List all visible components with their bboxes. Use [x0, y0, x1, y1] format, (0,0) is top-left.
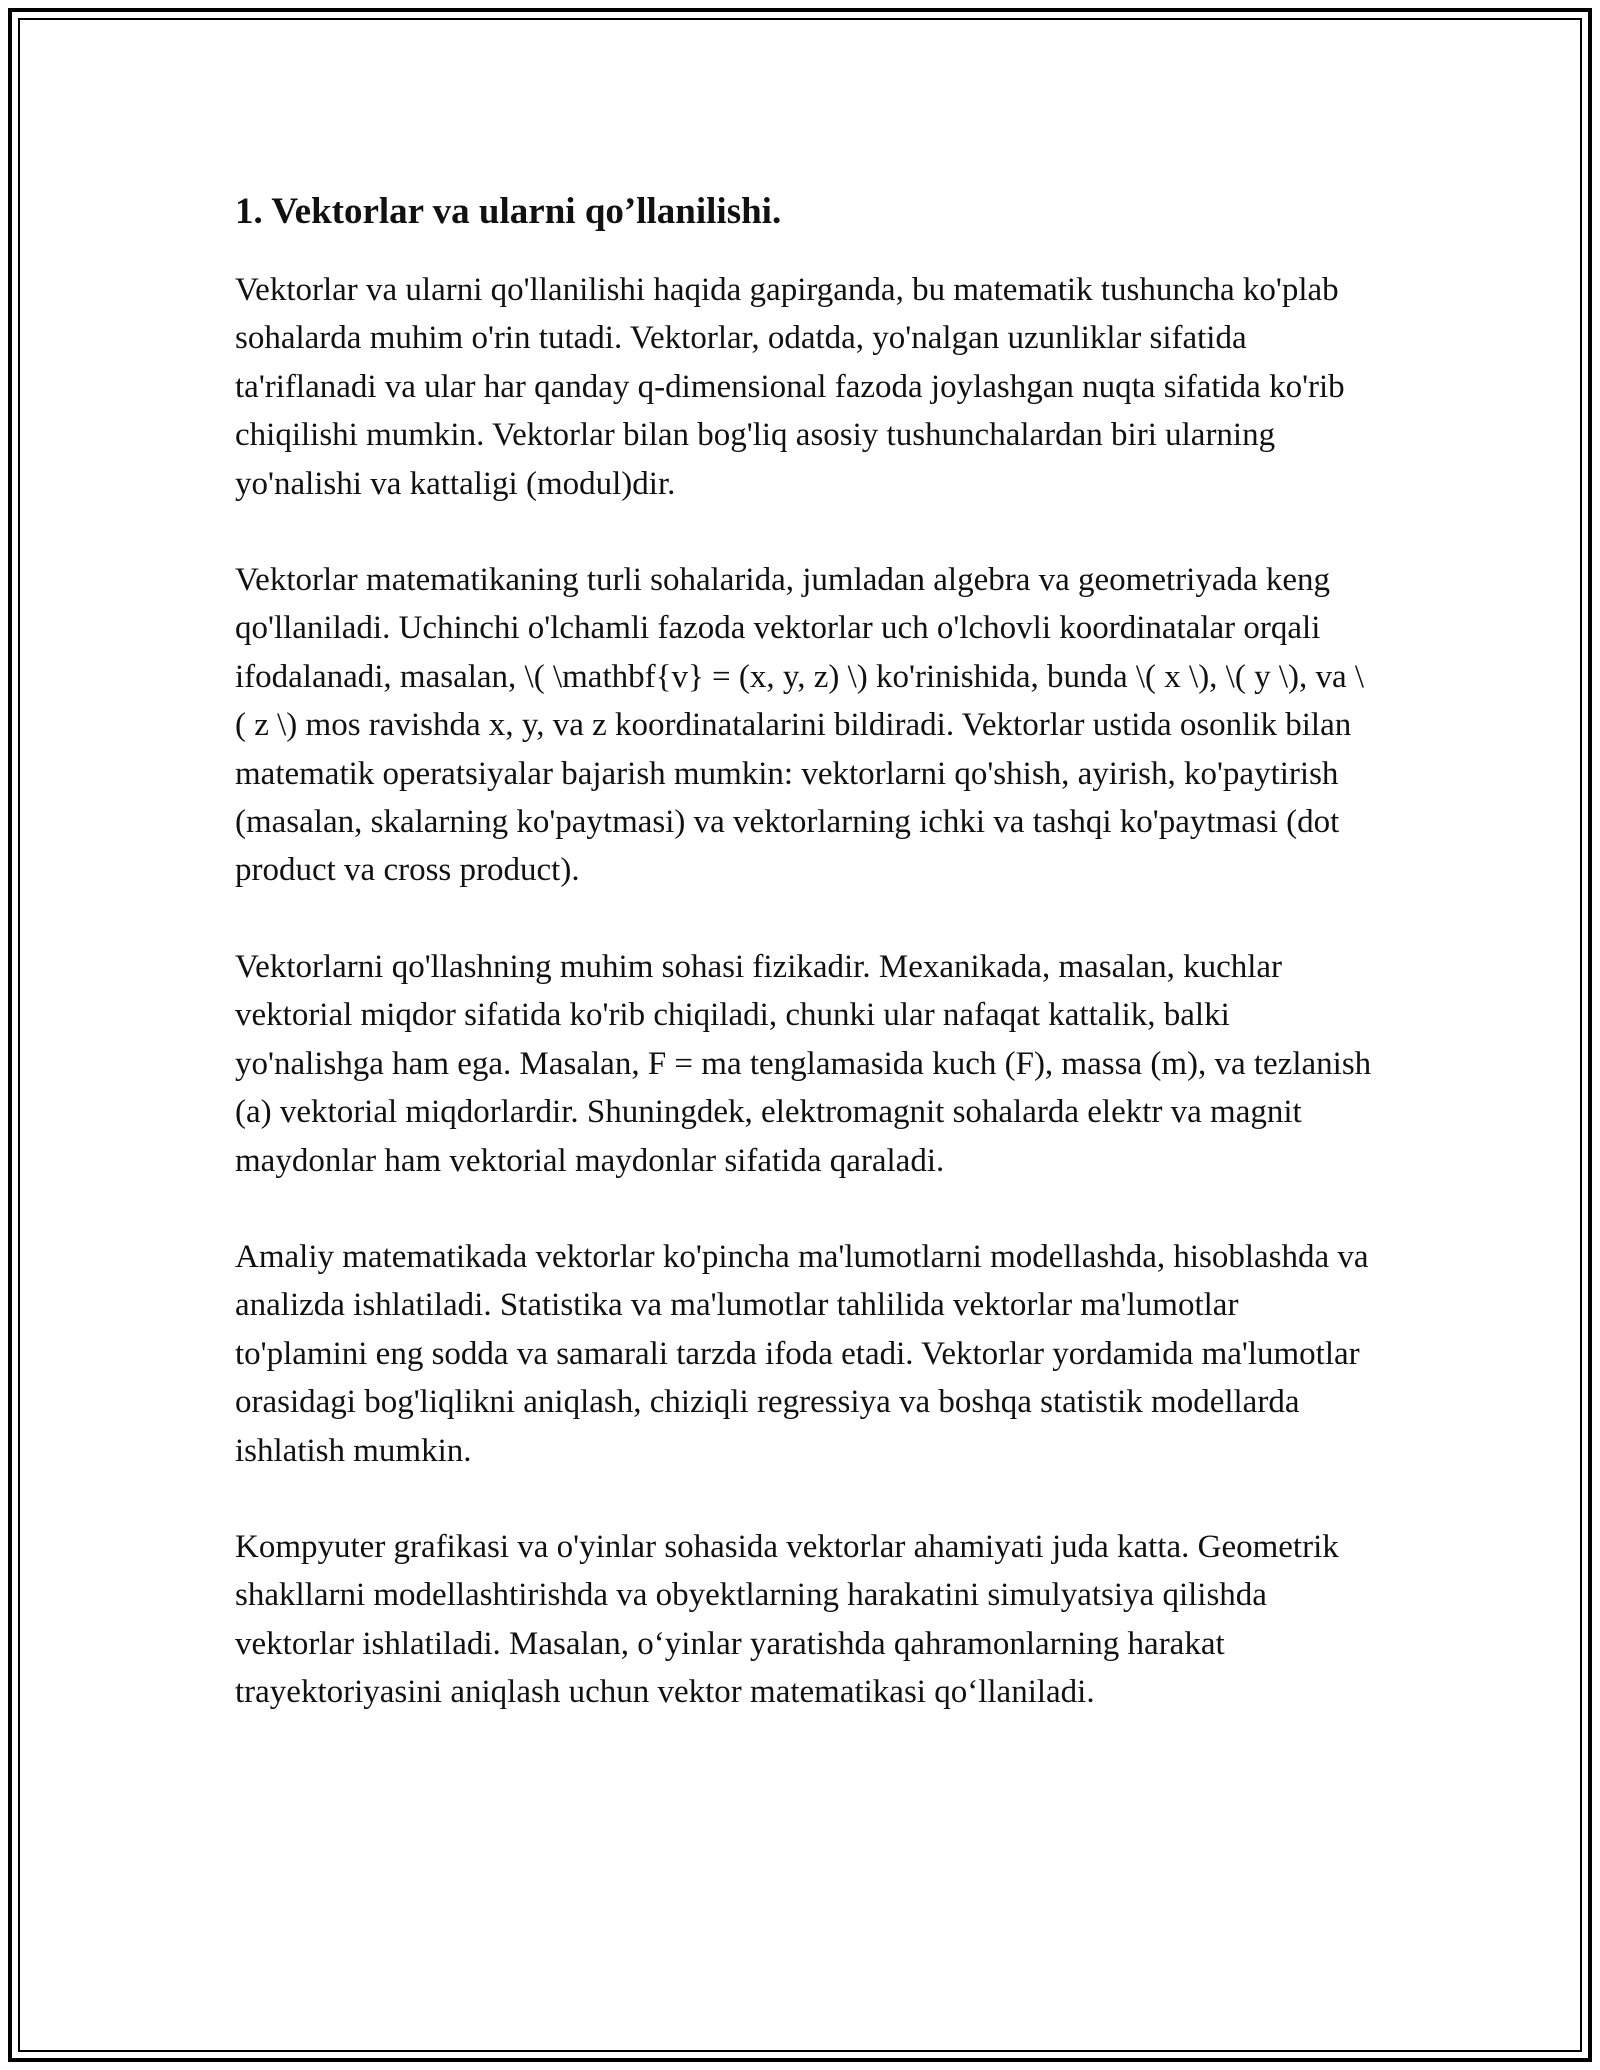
paragraph-physics: Vektorlarni qo'llashning muhim sohasi fizikadir. Mexanikada, masalan, kuchlar vektorial miqdor sifatida ko'rib chiqiladi, chunki ular nafaqat kattalik, balki yo'nalishga ham ega. Masalan, F = ma tenglamasida kuch (F), massa (m), va tezlanish (a) vektorial miqdorlardir. Shuningdek, elektromagnit sohalarda elektr va magnit maydonlar ham vektorial maydonlar sifatida qaraladi. [235, 948, 1372, 1179]
paragraph-applied-math: Amaliy matematikada vektorlar ko'pincha ma'lumotlarni modellashda, hisoblashda va analizda ishlatiladi. Statistika va ma'lumotlar tahlilida vektorlar ma'lumotlar to'plamini eng sodda va samarali tarzda ifoda etadi. Vektorlar yordamida ma'lumotlar orasidagi bog'liqlikni aniqlash, chiziqli regressiya va boshqa statistik modellarda ishlatish mumkin. [235, 1238, 1369, 1469]
paragraph-algebra-geometry: Vektorlar matematikaning turli sohalarida, jumladan algebra va geometriyada keng qo'llaniladi. Uchinchi o'lchamli fazoda vektorlar uch o'lchovli koordinatalar orqali ifodalanadi, masalan, \( \mathbf{v} = (x, y, z) \) ko'rinishida, bunda \( x \), \( y \), va \( z \) mos ravishda x, y, va z koordinatalarini bildiradi. Vektorlar ustida osonlik bilan matematik operatsiyalar bajarish mumkin: vektorlarni qo'shish, ayirish, ko'paytirish (masalan, skalarning ko'paytmasi) va vektorlarning ichki va tashqi ko'paytmasi (dot product va cross product). [235, 562, 1365, 889]
paragraph-computer-graphics: Kompyuter grafikasi va o'yinlar sohasida vektorlar ahamiyati juda katta. Geometrik shakllarni modellashtirishda va obyektlarning harakatini simulyatsiya qilishda vektorlar ishlatiladi. Masalan, oʻyinlar yaratishda qahramonlarning harakat trayektoriyasini aniqlash uchun vektor matematikasi qoʻllaniladi. [235, 1528, 1339, 1711]
document-body [235, 188, 1375, 1765]
document-title: 1. Vektorlar va ularni qo’llanilishi. [235, 191, 782, 232]
paragraph-vector-definition: Vektorlar va ularni qo'llanilishi haqida gapirganda, bu matematik tushuncha ko'plab sohalarda muhim o'rin tutadi. Vektorlar, odatda, yo'nalgan uzunliklar sifatida ta'riflanadi va ular har qanday q-dimensional fazoda joylashgan nuqta sifatida ko'rib chiqilishi mumkin. Vektorlar bilan bog'liq asosiy tushunchalardan biri ularning yo'nalishi va kattaligi (modul)dir. [235, 272, 1345, 502]
